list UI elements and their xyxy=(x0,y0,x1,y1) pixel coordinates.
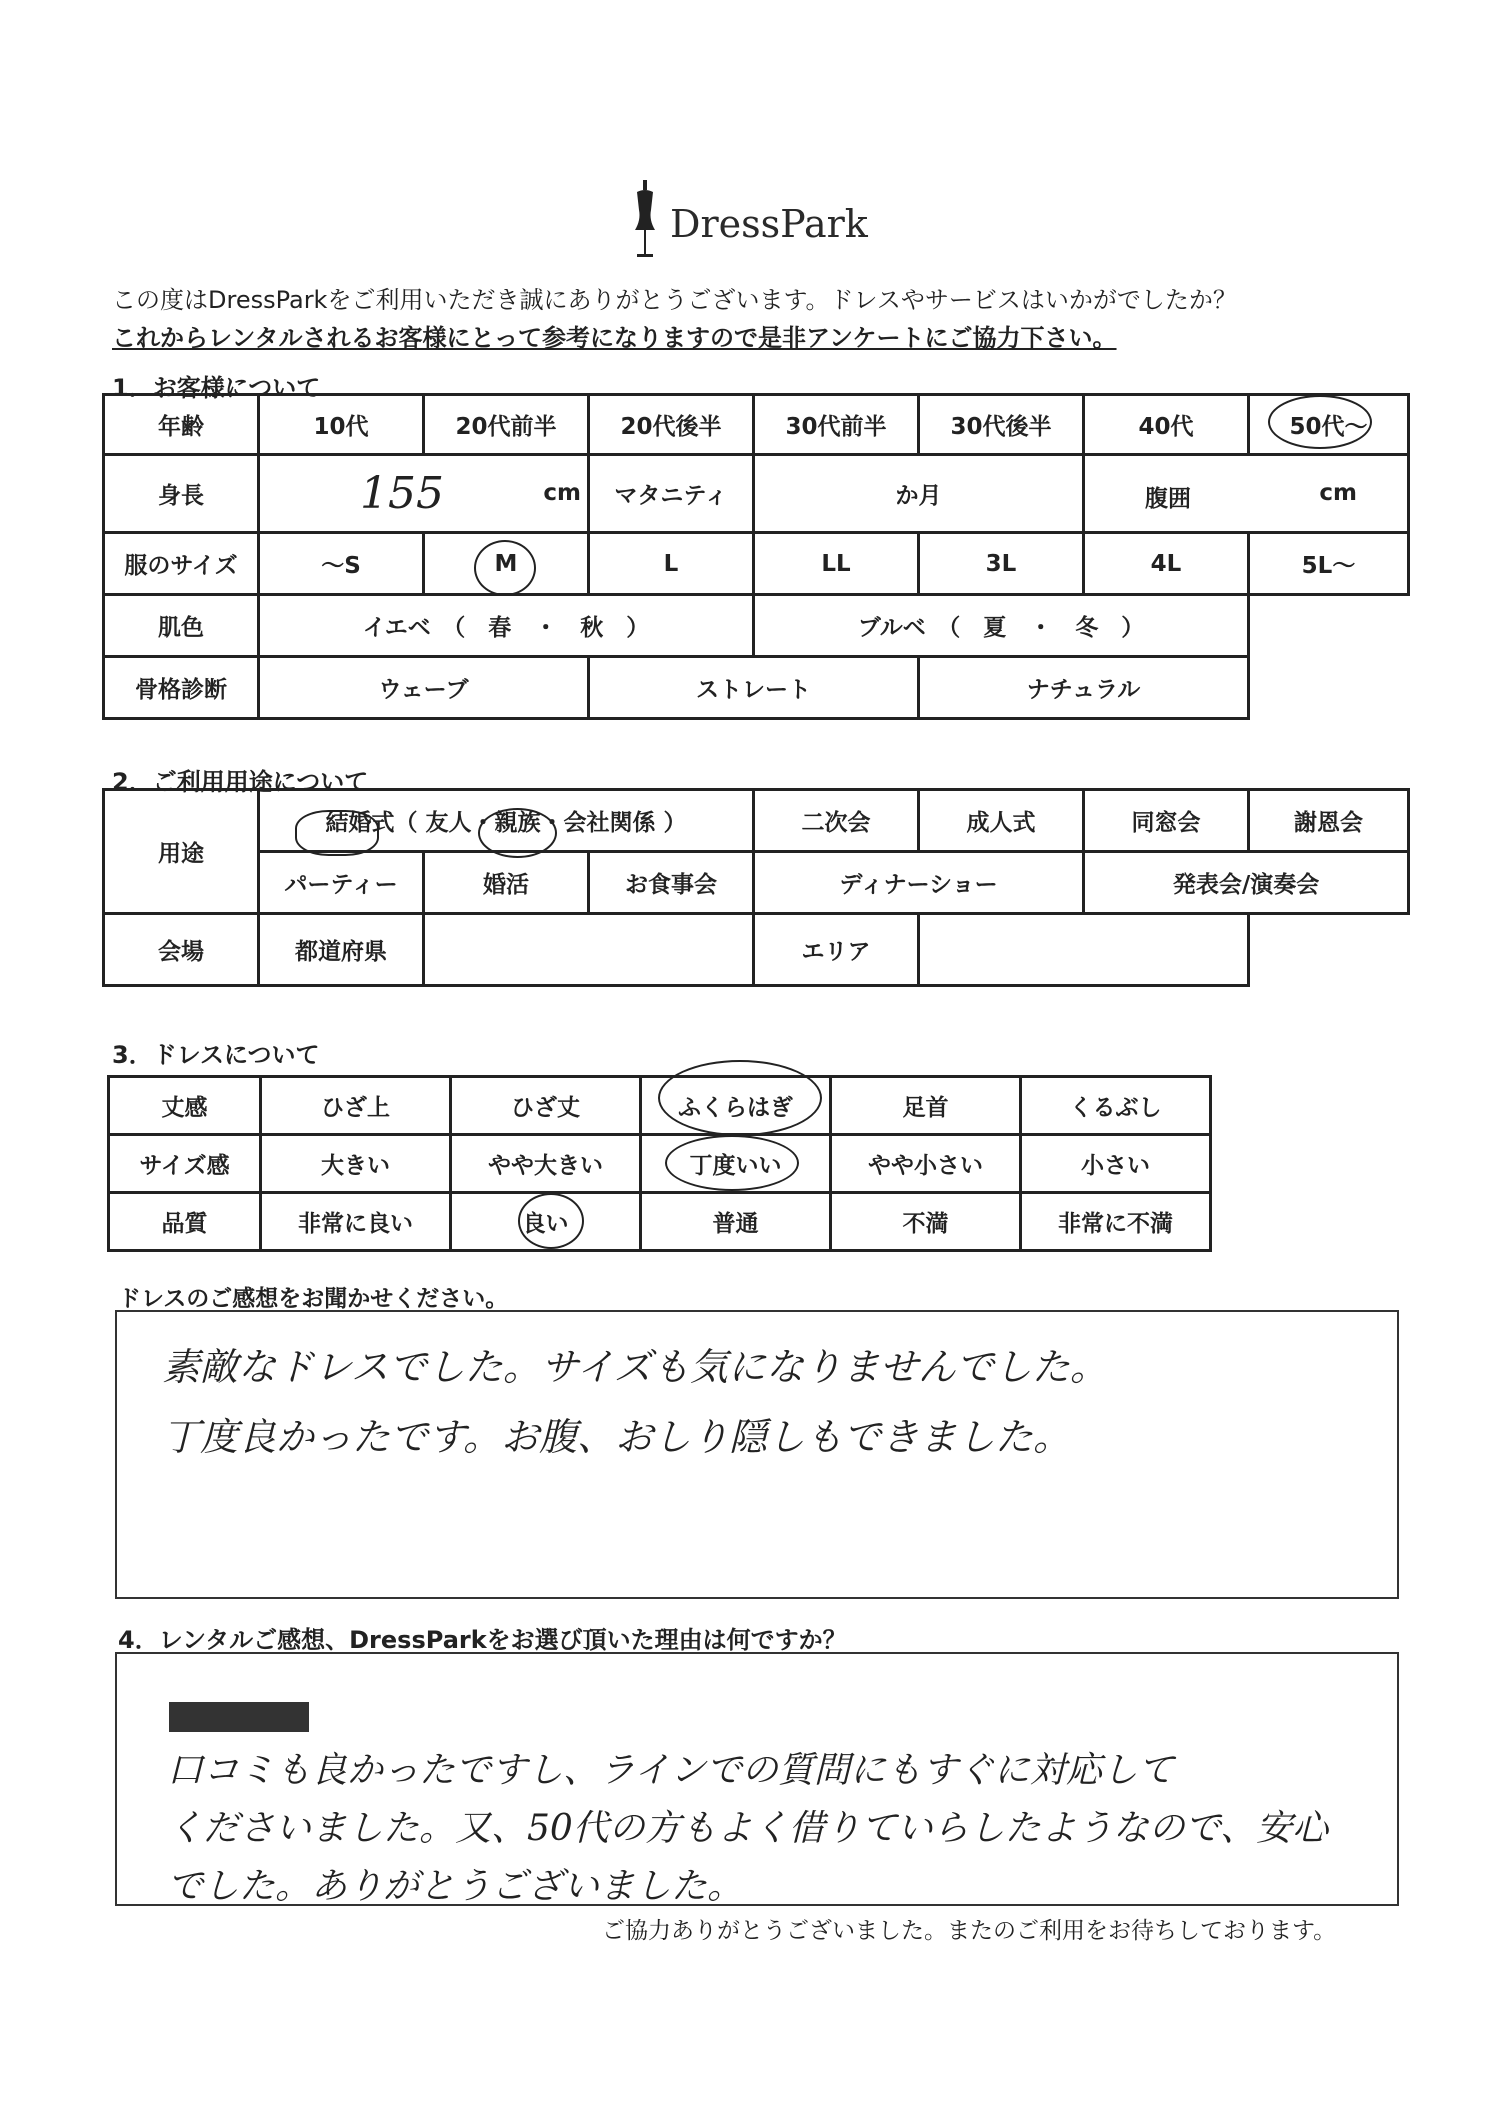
quality-option[interactable]: 普通 xyxy=(641,1193,831,1251)
impressions-prompt: ドレスのご感想をお聞かせください。 xyxy=(118,1286,509,1312)
usage-option[interactable]: 発表会/演奏会 xyxy=(1084,852,1409,914)
impressions-text: 素敵なドレスでした。サイズも気になりませんでした。 丁度良かったです。お腹、おしり隠しもできました。 xyxy=(162,1345,1108,1459)
quality-option[interactable]: 不満 xyxy=(831,1193,1021,1251)
size-option[interactable]: LL xyxy=(754,533,919,595)
quality-label: 品質 xyxy=(109,1193,261,1251)
length-label: 丈感 xyxy=(109,1077,261,1135)
area-label: エリア xyxy=(754,914,919,986)
dress-form-icon xyxy=(625,180,665,265)
maternity-label: マタニティ xyxy=(589,455,754,533)
redaction-mark xyxy=(169,1702,309,1732)
usage-option[interactable]: パーティー xyxy=(259,852,424,914)
age-option[interactable]: 40代 xyxy=(1084,395,1249,455)
age-option[interactable]: 30代後半 xyxy=(919,395,1084,455)
length-option[interactable]: ひざ上 xyxy=(261,1077,451,1135)
footer-thanks: ご協力ありがとうございました。またのご利用をお待ちしております。 xyxy=(602,1918,1337,1944)
waist-label: 腹囲 xyxy=(1145,486,1191,512)
section-1-title: 1．お客様について xyxy=(112,374,321,402)
height-label: 身長 xyxy=(104,455,259,533)
fit-option[interactable]: 大きい xyxy=(261,1135,451,1193)
age-label: 年齢 xyxy=(104,395,259,455)
venue-label: 会場 xyxy=(104,914,259,986)
height-field[interactable] xyxy=(259,455,589,533)
impressions-box[interactable] xyxy=(115,1310,1399,1599)
quality-option[interactable]: 非常に不満 xyxy=(1021,1193,1211,1251)
bone-option[interactable]: ウェーブ xyxy=(259,657,589,719)
skin-label: 肌色 xyxy=(104,595,259,657)
fit-label: サイズ感 xyxy=(109,1135,261,1193)
length-option[interactable]: 足首 xyxy=(831,1077,1021,1135)
dress-table xyxy=(107,1075,1212,1252)
age-option[interactable]: 30代前半 xyxy=(754,395,919,455)
fit-option[interactable]: やや大きい xyxy=(451,1135,641,1193)
maternity-field[interactable] xyxy=(754,455,1084,533)
months-unit: か月 xyxy=(895,483,942,509)
waist-field[interactable] xyxy=(1084,455,1409,533)
quality-option[interactable]: 非常に良い xyxy=(261,1193,451,1251)
age-option[interactable]: 20代後半 xyxy=(589,395,754,455)
area-field[interactable] xyxy=(919,914,1249,986)
reason-text: 口コミも良かったですし、ラインでの質問にもすぐに対応して くださいました。又、50代の方もよく借りていらしたようなので、安心 でした。ありがとうございました。 xyxy=(167,1750,1329,1907)
age-option[interactable]: 50代〜 xyxy=(1249,395,1409,455)
wedding-option[interactable]: 結婚式（ 友人・親族・会社関係 ） xyxy=(259,790,754,852)
bone-option[interactable]: ナチュラル xyxy=(919,657,1249,719)
length-option[interactable]: くるぶし xyxy=(1021,1077,1211,1135)
reason-box[interactable] xyxy=(115,1652,1399,1906)
skin-yellow-option[interactable]: イエベ （ 春 ・ 秋 ） xyxy=(259,595,754,657)
size-option[interactable]: M xyxy=(424,533,589,595)
usage-option[interactable]: お食事会 xyxy=(589,852,754,914)
length-option[interactable]: ひざ丈 xyxy=(451,1077,641,1135)
age-option[interactable]: 20代前半 xyxy=(424,395,589,455)
usage-label: 用途 xyxy=(104,790,259,914)
size-option[interactable]: 4L xyxy=(1084,533,1249,595)
intro-line-bold: これからレンタルされるお客様にとって参考になりますので是非アンケートにご協力下さい。 xyxy=(112,324,1117,352)
prefecture-field[interactable] xyxy=(424,914,754,986)
customer-table xyxy=(102,393,1410,720)
fit-option[interactable]: 丁度いい xyxy=(641,1135,831,1193)
size-label: 服のサイズ xyxy=(104,533,259,595)
size-option[interactable]: 〜S xyxy=(259,533,424,595)
size-option[interactable]: L xyxy=(589,533,754,595)
usage-option[interactable]: 成人式 xyxy=(919,790,1084,852)
fit-option[interactable]: やや小さい xyxy=(831,1135,1021,1193)
section-3-title: 3．ドレスについて xyxy=(112,1041,320,1069)
skin-blue-option[interactable]: ブルベ （ 夏 ・ 冬 ） xyxy=(754,595,1249,657)
prefecture-label: 都道府県 xyxy=(259,914,424,986)
section-4-title: 4．レンタルご感想、DressParkをお選び頂いた理由は何ですか？ xyxy=(118,1626,847,1654)
section-2-title: 2．ご利用用途について xyxy=(112,768,369,796)
fit-option[interactable]: 小さい xyxy=(1021,1135,1211,1193)
usage-option[interactable]: 同窓会 xyxy=(1084,790,1249,852)
size-option[interactable]: 5L〜 xyxy=(1249,533,1409,595)
bone-label: 骨格診断 xyxy=(104,657,259,719)
height-unit: cm xyxy=(543,480,581,506)
waist-unit: cm xyxy=(1319,480,1357,506)
height-value: 155 xyxy=(360,468,444,519)
usage-table xyxy=(102,788,1410,987)
usage-option[interactable]: 謝恩会 xyxy=(1249,790,1409,852)
usage-option[interactable]: ディナーショー xyxy=(754,852,1084,914)
size-option[interactable]: 3L xyxy=(919,533,1084,595)
usage-option[interactable]: 婚活 xyxy=(424,852,589,914)
length-option[interactable]: ふくらはぎ xyxy=(641,1077,831,1135)
usage-option[interactable]: 二次会 xyxy=(754,790,919,852)
bone-option[interactable]: ストレート xyxy=(589,657,919,719)
brand-name: DressPark xyxy=(670,202,868,246)
intro-line: この度はDressParkをご利用いただき誠にありがとうございます。ドレスやサービスはいかがでしたか？ xyxy=(112,286,1237,314)
age-option[interactable]: 10代 xyxy=(259,395,424,455)
logo xyxy=(625,180,868,270)
quality-option[interactable]: 良い xyxy=(451,1193,641,1251)
